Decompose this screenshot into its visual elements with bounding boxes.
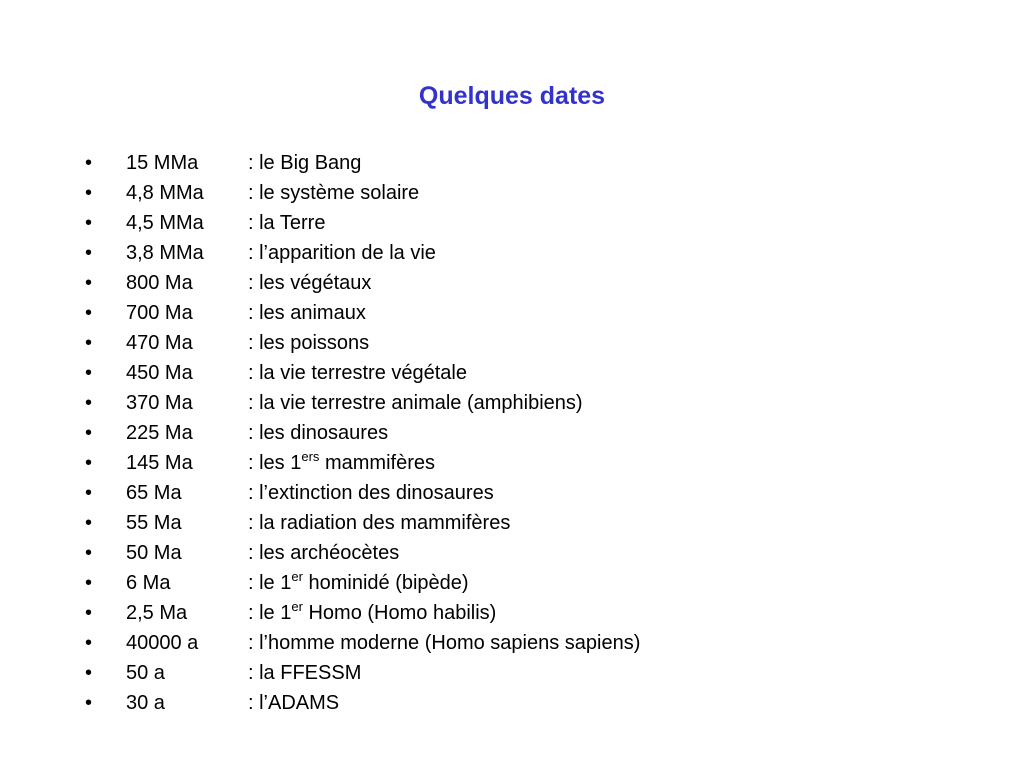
event-label: : l’apparition de la vie [248, 242, 436, 264]
date-value: 2,5 Ma [126, 602, 188, 624]
ordinal-superscript: ers [301, 449, 320, 464]
date-value: 4,8 MMa [126, 182, 204, 204]
event-label: : le système solaire [248, 182, 420, 204]
date-value: 55 Ma [126, 512, 182, 534]
bullet-icon: • [85, 302, 93, 324]
date-value: 225 Ma [126, 422, 193, 444]
bullet-icon: • [85, 572, 93, 594]
date-value: 3,8 MMa [126, 242, 204, 264]
event-label: : les dinosaures [248, 422, 389, 444]
event-label: : la vie terrestre animale (amphibiens) [248, 392, 583, 414]
date-value: 50 Ma [126, 542, 182, 564]
date-value: 370 Ma [126, 392, 193, 414]
date-value: 40000 a [126, 632, 199, 654]
bullet-icon: • [85, 422, 93, 444]
date-value: 50 a [126, 662, 165, 684]
bullet-icon: • [85, 362, 93, 384]
date-value: 450 Ma [126, 362, 193, 384]
date-value: 470 Ma [126, 332, 193, 354]
bullet-icon: • [85, 602, 93, 624]
event-label: : la vie terrestre végétale [248, 362, 467, 384]
bullet-icon: • [85, 662, 93, 684]
bullet-icon: • [85, 692, 93, 714]
bullet-icon: • [85, 392, 93, 414]
bullet-icon: • [85, 482, 93, 504]
event-label: : l’ADAMS [248, 692, 340, 714]
date-value: 30 a [126, 692, 165, 714]
event-label: : la FFESSM [248, 662, 362, 684]
event-text: hominidé (bipède) [302, 572, 469, 594]
event-label: : la radiation des mammifères [248, 512, 511, 534]
event-label: : l’extinction des dinosaures [248, 482, 494, 504]
ordinal-superscript: er [291, 569, 303, 584]
date-value: 145 Ma [126, 452, 193, 474]
event-label: : les animaux [248, 302, 366, 324]
event-label: : les archéocètes [248, 542, 400, 564]
event-text: : le 1 [248, 572, 292, 594]
bullet-icon: • [85, 632, 93, 654]
event-text: : les 1 [248, 452, 302, 474]
bullet-icon: • [85, 512, 93, 534]
slide-title: Quelques dates [418, 82, 606, 110]
date-value: 65 Ma [126, 482, 182, 504]
date-value: 4,5 MMa [126, 212, 204, 234]
event-label: : la Terre [248, 212, 326, 234]
bullet-icon: • [85, 152, 93, 174]
event-label: : les végétaux [248, 272, 372, 294]
bullet-icon: • [85, 272, 93, 294]
date-value: 800 Ma [126, 272, 193, 294]
event-label: : les poissons [248, 332, 370, 354]
bullet-icon: • [85, 542, 93, 564]
date-value: 6 Ma [126, 572, 171, 594]
event-text: : le 1 [248, 602, 292, 624]
event-label [248, 568, 469, 598]
event-label: : l’homme moderne (Homo sapiens sapiens) [248, 632, 641, 654]
date-value: 15 MMa [126, 152, 199, 174]
bullet-icon: • [85, 332, 93, 354]
bullet-icon: • [85, 452, 93, 474]
bullet-icon: • [85, 212, 93, 234]
bullet-icon: • [85, 182, 93, 204]
bullet-icon: • [85, 242, 93, 264]
date-value: 700 Ma [126, 302, 193, 324]
event-text: Homo (Homo habilis) [302, 602, 497, 624]
event-text: mammifères [319, 452, 435, 474]
ordinal-superscript: er [291, 599, 303, 614]
event-label [248, 598, 496, 628]
event-label: : le Big Bang [248, 152, 362, 174]
event-label [248, 448, 435, 478]
